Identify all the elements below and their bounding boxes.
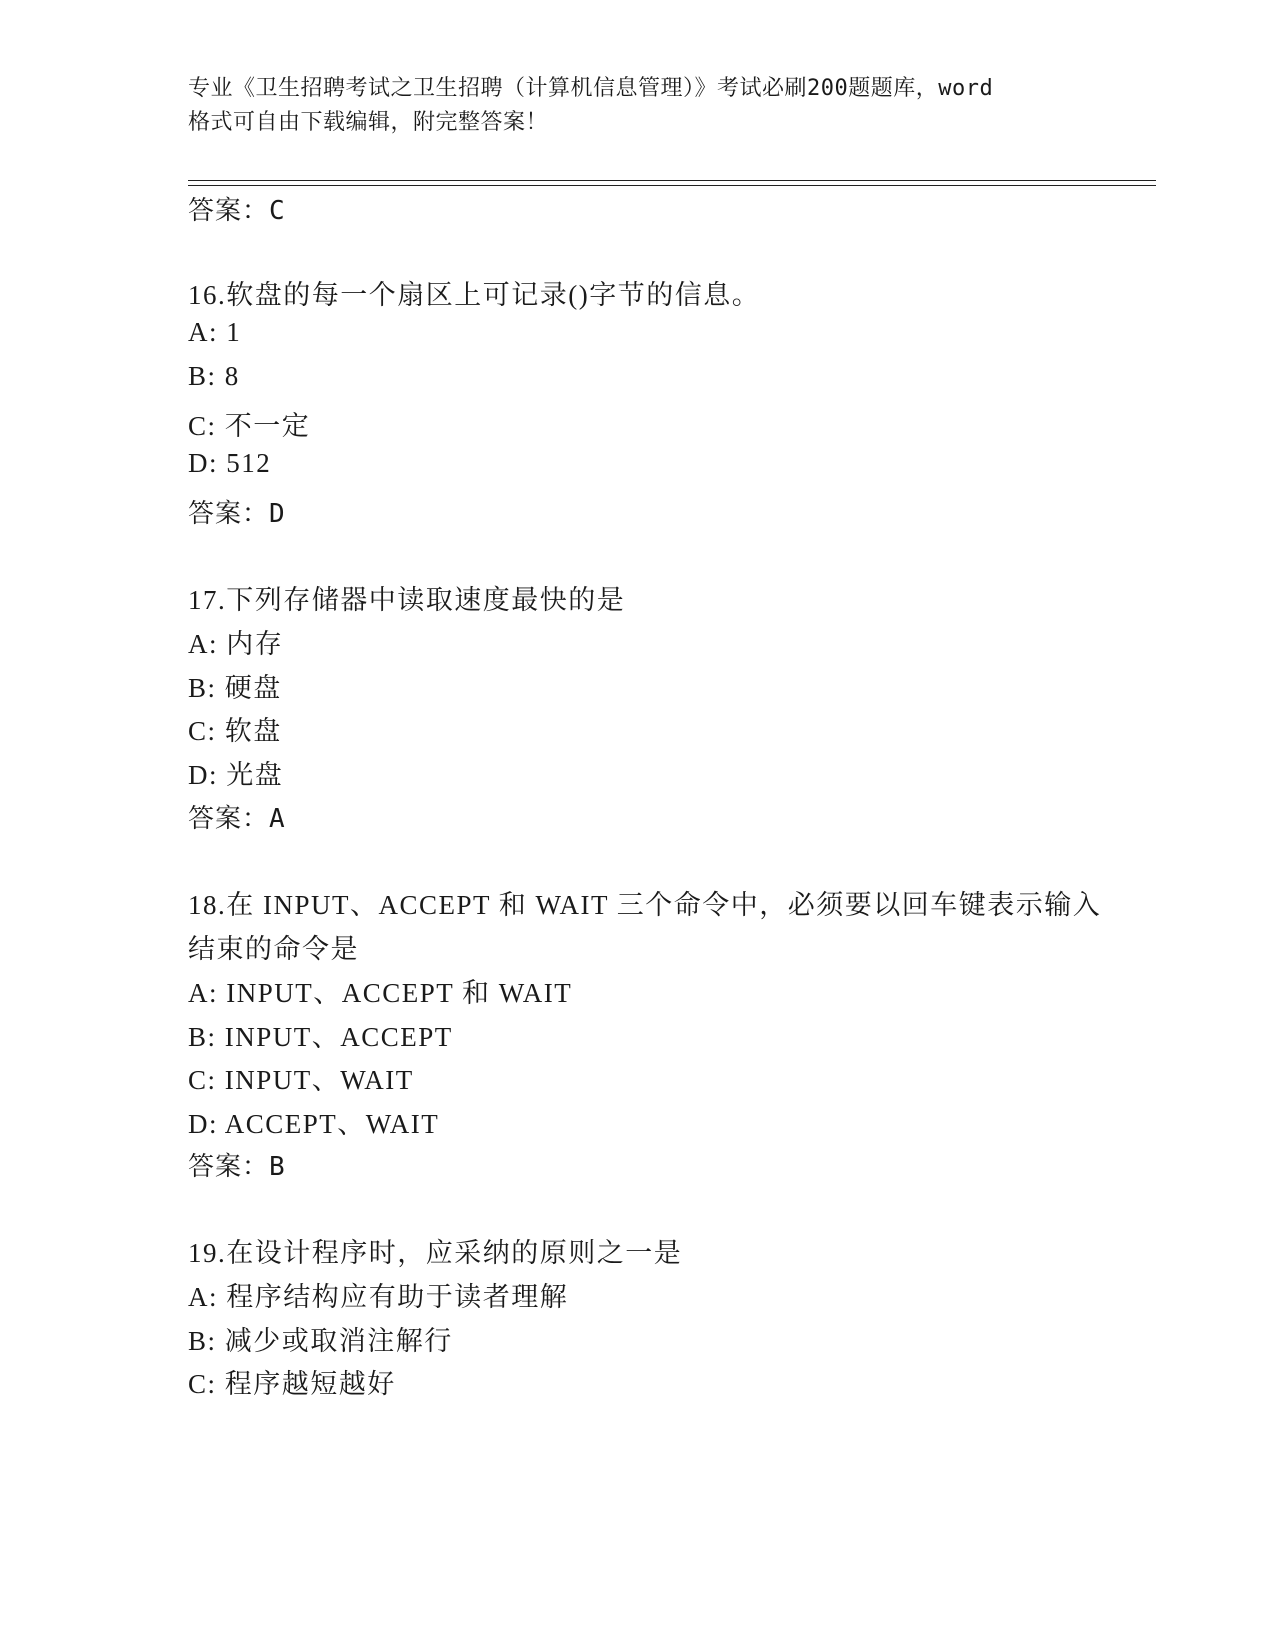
question-19-option-b: B: 减少或取消注解行 <box>188 1326 453 1356</box>
question-16-option-b: B: 8 <box>188 361 240 391</box>
document-header <box>188 72 1088 140</box>
header-line-1: 专业《卫生招聘考试之卫生招聘（计算机信息管理）》考试必刷200题题库，word <box>188 76 994 101</box>
question-18-option-c: C: INPUT、WAIT <box>188 1065 414 1095</box>
question-17-answer: 答案：A <box>188 804 286 834</box>
question-18-option-b: B: INPUT、ACCEPT <box>188 1022 453 1052</box>
question-18-stem-line-1: 18.在 INPUT、ACCEPT 和 WAIT 三个命令中，必须要以回车键表示输入 <box>188 890 1102 920</box>
question-19-option-c: C: 程序越短越好 <box>188 1369 396 1399</box>
question-18-answer: 答案：B <box>188 1152 286 1182</box>
question-17-option-b: B: 硬盘 <box>188 673 282 703</box>
question-19-stem: 19.在设计程序时，应采纳的原则之一是 <box>188 1238 683 1268</box>
header-divider-bottom <box>188 185 1156 186</box>
header-divider-top <box>188 180 1156 181</box>
question-16-answer: 答案：D <box>188 499 286 529</box>
question-16-stem: 16.软盘的每一个扇区上可记录()字节的信息。 <box>188 280 761 310</box>
header-line-2: 格式可自由下载编辑，附完整答案！ <box>188 110 549 135</box>
question-18-option-d: D: ACCEPT、WAIT <box>188 1109 440 1139</box>
question-16-option-a: A: 1 <box>188 317 242 347</box>
question-17-option-d: D: 光盘 <box>188 760 284 790</box>
question-18-option-a: A: INPUT、ACCEPT 和 WAIT <box>188 978 573 1008</box>
question-17-option-a: A: 内存 <box>188 629 284 659</box>
question-17-stem: 17.下列存储器中读取速度最快的是 <box>188 585 626 615</box>
question-17-option-c: C: 软盘 <box>188 716 282 746</box>
question-19-option-a: A: 程序结构应有助于读者理解 <box>188 1282 569 1312</box>
question-16-option-d: D: 512 <box>188 448 272 478</box>
question-16-option-c: C: 不一定 <box>188 411 311 441</box>
previous-answer: 答案：C <box>188 196 286 226</box>
question-18-stem-line-2: 结束的命令是 <box>188 934 359 964</box>
